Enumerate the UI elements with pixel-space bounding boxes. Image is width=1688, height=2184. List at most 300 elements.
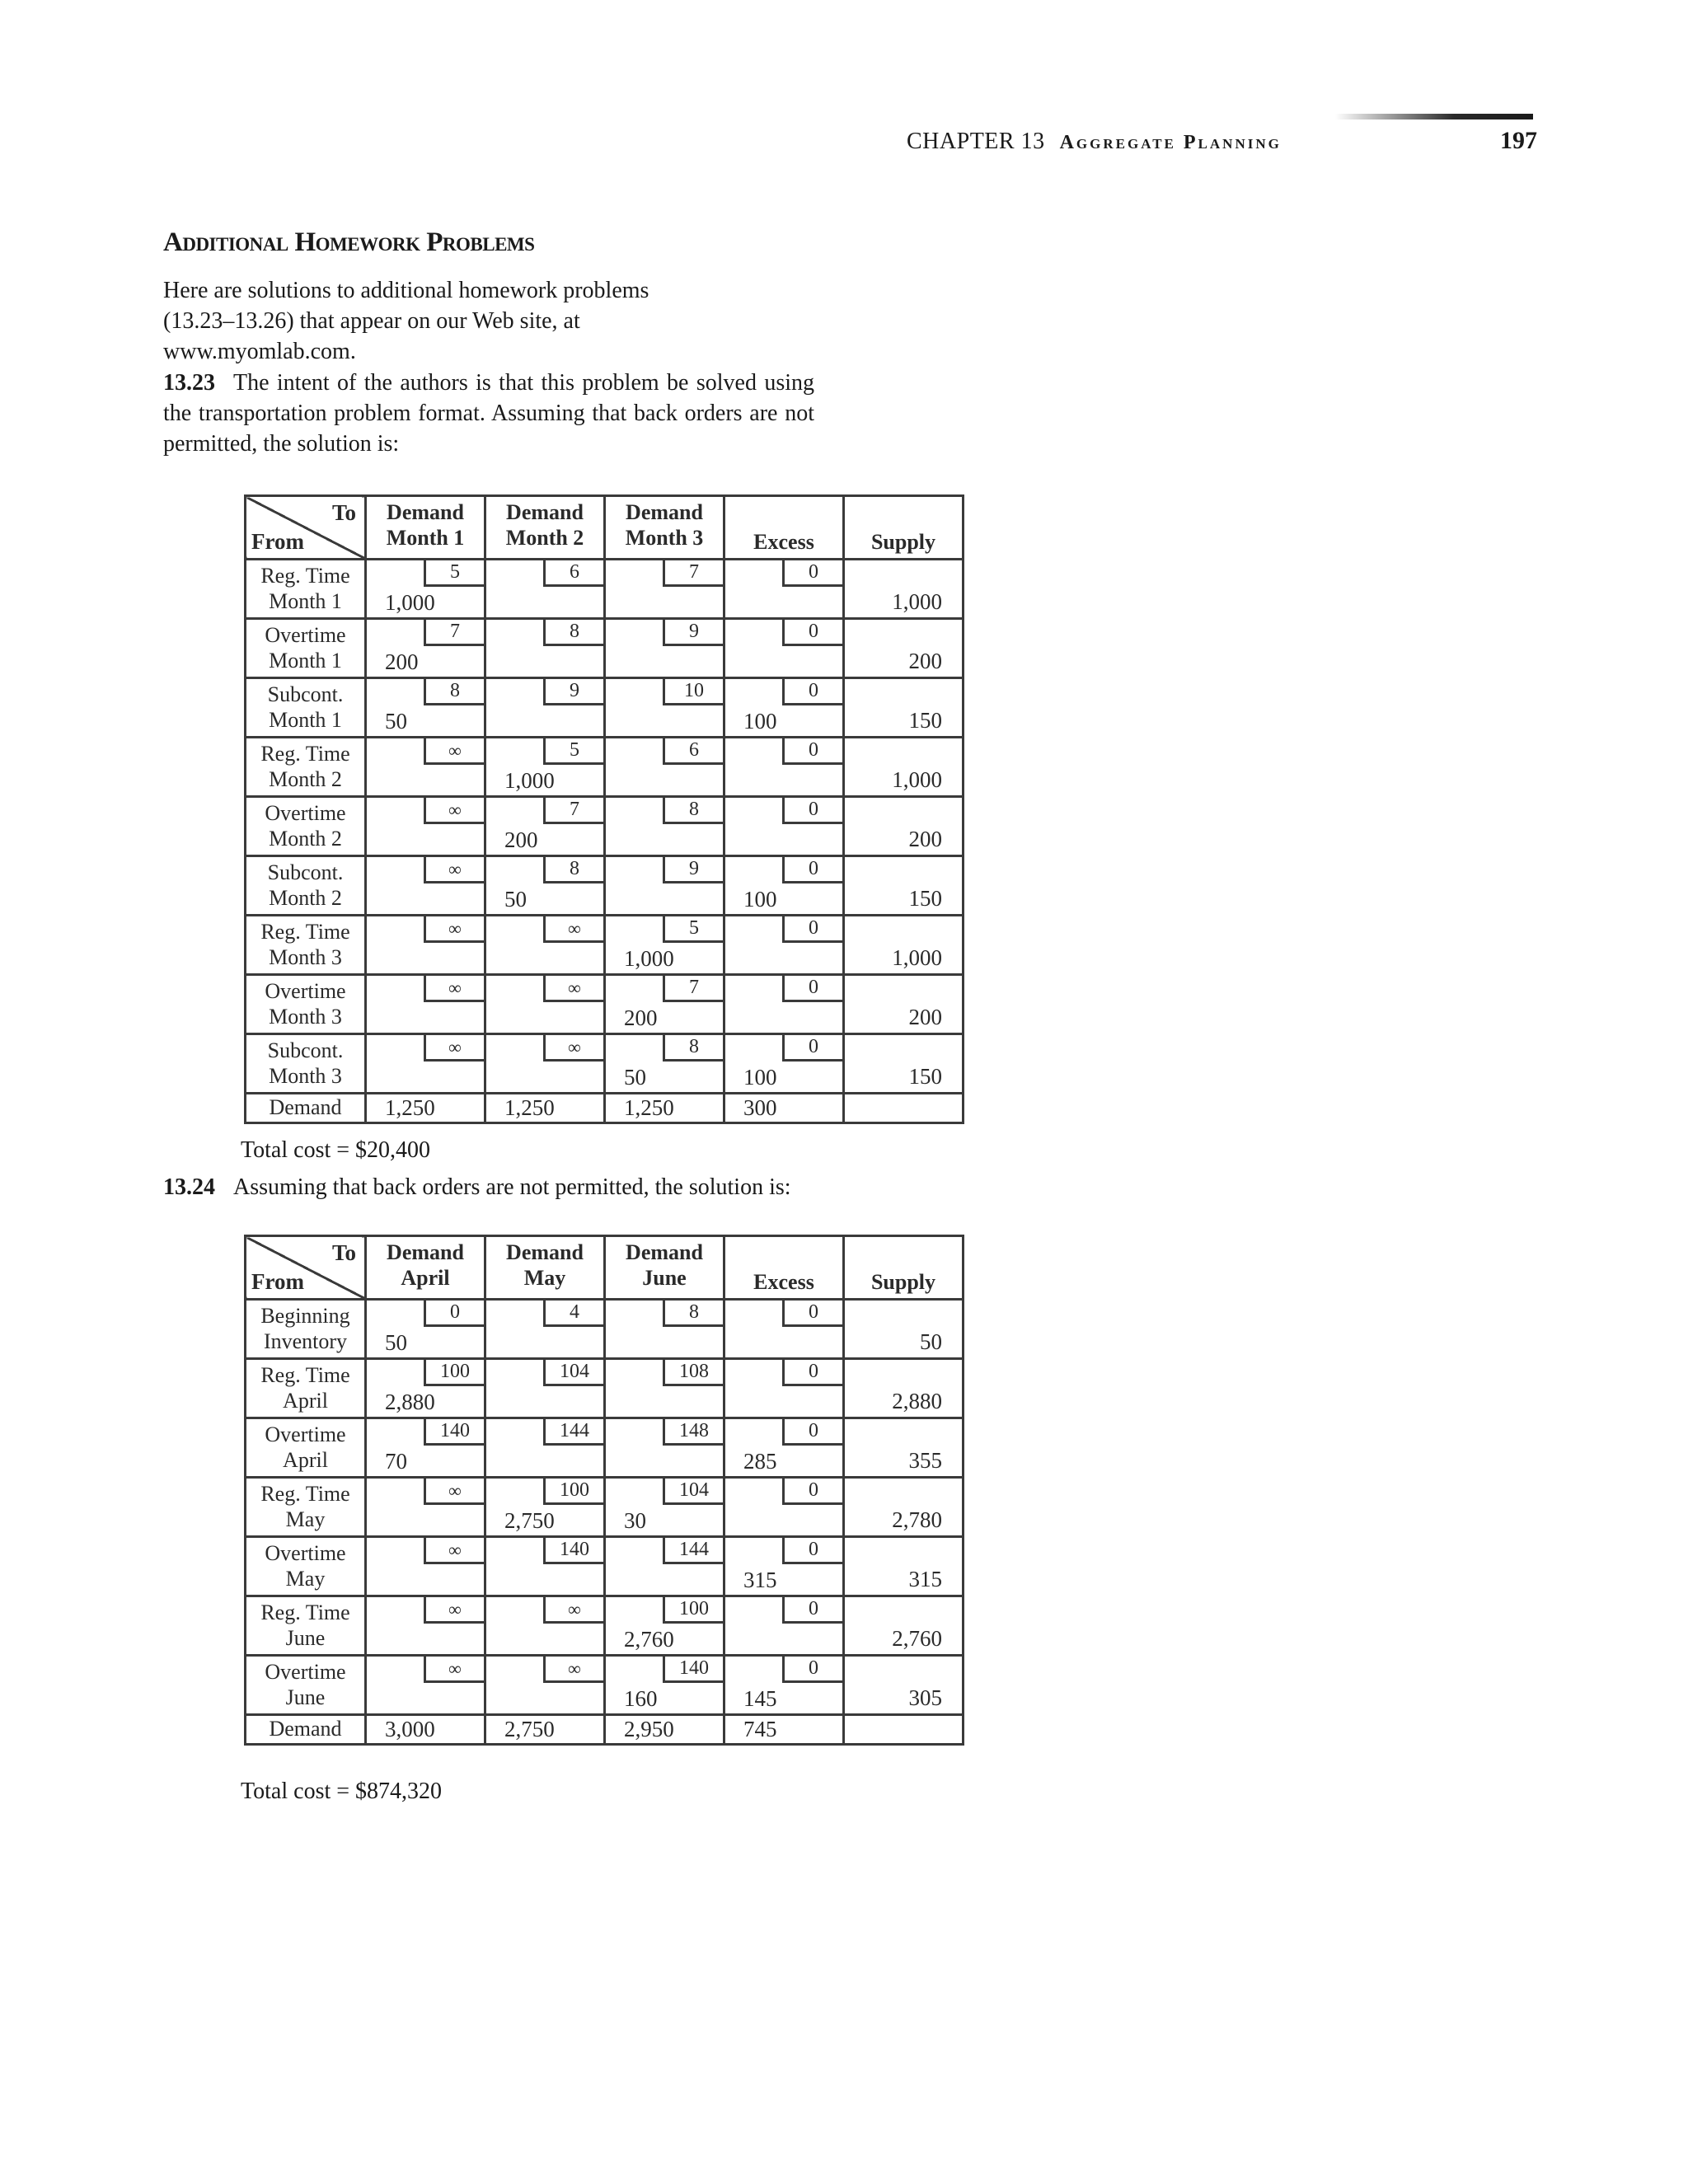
table-row	[246, 1478, 964, 1537]
running-head	[907, 129, 1282, 155]
allocation-value: 30	[624, 1508, 646, 1533]
chapter-title: Aggregate Planning	[1059, 132, 1282, 153]
column-header-line: Month 2	[505, 526, 584, 550]
unit-cost-box: 108	[663, 1360, 723, 1386]
demand-supply-empty-cell	[844, 1094, 964, 1123]
column-header-line: Month 1	[386, 526, 465, 550]
column-header	[366, 496, 485, 560]
unit-cost-box: ∞	[424, 1035, 484, 1062]
column-header-line: Demand	[506, 500, 584, 524]
unit-cost-box: 9	[663, 857, 723, 883]
column-header-line: May	[523, 1266, 566, 1290]
row-label-line: Reg. Time	[260, 920, 350, 944]
unit-cost-box: 8	[424, 679, 484, 705]
table-cell	[724, 1537, 844, 1596]
table-cell	[724, 1418, 844, 1478]
supply-value: 355	[908, 1448, 942, 1473]
table-cell	[724, 975, 844, 1034]
row-label-line: Reg. Time	[260, 564, 350, 588]
supply-cell	[844, 1418, 964, 1478]
unit-cost-box: 8	[663, 1035, 723, 1062]
corner-to-label: To	[331, 500, 356, 525]
unit-cost-box: 0	[782, 1657, 842, 1683]
row-label	[246, 678, 366, 738]
table-row	[246, 619, 964, 678]
corner-from-label: From	[251, 529, 304, 554]
demand-label: Demand	[246, 1094, 366, 1123]
demand-cell	[605, 1094, 724, 1123]
table-row	[246, 975, 964, 1034]
unit-cost-box: 10	[663, 679, 723, 705]
problem-text: The intent of the authors is that this problem be solved using the transportation problem format. Assuming that back orders are not permitted, the solution is:	[163, 370, 814, 457]
transportation-table-13-24	[244, 1235, 964, 1746]
column-header	[844, 496, 964, 560]
allocation-value: 50	[385, 1330, 407, 1355]
table-row	[246, 1359, 964, 1418]
unit-cost-box: 8	[663, 798, 723, 824]
row-label-line: Overtime	[265, 1660, 346, 1684]
unit-cost-box: 0	[782, 1597, 842, 1624]
unit-cost-box: ∞	[543, 1657, 603, 1683]
allocation-value: 2,880	[385, 1390, 435, 1414]
unit-cost-box: ∞	[543, 1035, 603, 1062]
row-label-line: Subcont.	[267, 860, 344, 884]
total-cost-13-23: Total cost = $20,400	[241, 1137, 431, 1163]
row-label	[246, 738, 366, 797]
row-label-line: Beginning	[260, 1304, 350, 1328]
unit-cost-box: 140	[543, 1538, 603, 1564]
table-cell	[485, 1656, 605, 1715]
corner-to-label: To	[331, 1240, 356, 1265]
column-header-line: Supply	[870, 530, 936, 554]
table-row	[246, 1596, 964, 1656]
demand-supply-empty-cell	[844, 1715, 964, 1745]
table-cell	[366, 1300, 485, 1359]
corner-cell	[246, 1236, 366, 1300]
table-cell	[724, 916, 844, 975]
section-title: Additional Homework Problems	[163, 227, 535, 257]
row-label-line: Month 2	[269, 827, 342, 851]
demand-value: 1,250	[504, 1095, 555, 1120]
allocation-value: 50	[385, 709, 407, 733]
header-row	[246, 496, 964, 560]
table-cell	[724, 856, 844, 916]
unit-cost-box: ∞	[424, 1479, 484, 1505]
table-cell	[485, 1034, 605, 1094]
demand-row	[246, 1715, 964, 1745]
row-label	[246, 1034, 366, 1094]
supply-value: 2,880	[892, 1389, 942, 1413]
table-cell	[724, 1656, 844, 1715]
row-label-line: Reg. Time	[260, 1601, 350, 1624]
problem-13-24-paragraph	[163, 1172, 905, 1202]
allocation-value: 100	[743, 887, 777, 912]
column-header-line: April	[401, 1266, 450, 1290]
row-label-line: Month 3	[269, 1064, 342, 1088]
unit-cost-box: 0	[782, 1538, 842, 1564]
demand-cell	[724, 1094, 844, 1123]
table-cell	[485, 738, 605, 797]
page-number: 197	[1500, 127, 1537, 154]
table-cell	[366, 797, 485, 856]
table-cell	[366, 856, 485, 916]
unit-cost-box: 5	[543, 738, 603, 765]
row-label-line: Month 3	[269, 945, 342, 969]
total-cost-13-24: Total cost = $874,320	[241, 1779, 443, 1804]
unit-cost-box: 0	[782, 620, 842, 646]
table-cell	[605, 1034, 724, 1094]
supply-value: 305	[908, 1685, 942, 1710]
table-cell	[366, 1359, 485, 1418]
unit-cost-box: 7	[663, 976, 723, 1002]
row-label-line: Month 2	[269, 767, 342, 791]
table-cell	[366, 738, 485, 797]
column-header-line: Excess	[753, 530, 814, 554]
table-row	[246, 678, 964, 738]
demand-cell	[366, 1094, 485, 1123]
column-header	[724, 496, 844, 560]
row-label-line: Month 3	[269, 1005, 342, 1029]
row-label	[246, 916, 366, 975]
table-cell	[724, 1034, 844, 1094]
allocation-value: 200	[504, 827, 538, 852]
demand-cell	[724, 1715, 844, 1745]
problem-number: 13.23	[163, 370, 215, 396]
unit-cost-box: 8	[663, 1301, 723, 1327]
column-header-line: Supply	[870, 1270, 936, 1294]
unit-cost-box: 104	[543, 1360, 603, 1386]
unit-cost-box: 0	[782, 1479, 842, 1505]
unit-cost-box: 144	[663, 1538, 723, 1564]
column-header	[366, 1236, 485, 1300]
demand-cell	[485, 1094, 605, 1123]
allocation-value: 160	[624, 1686, 658, 1711]
row-label-line: June	[285, 1685, 326, 1709]
table-cell	[605, 1300, 724, 1359]
row-label	[246, 1656, 366, 1715]
allocation-value: 1,000	[504, 768, 555, 793]
unit-cost-box: 0	[782, 1301, 842, 1327]
table-cell	[724, 560, 844, 619]
supply-value: 1,000	[892, 945, 942, 970]
unit-cost-box: ∞	[424, 738, 484, 765]
row-label	[246, 797, 366, 856]
allocation-value: 315	[743, 1568, 777, 1592]
supply-value: 1,000	[892, 767, 942, 792]
table-cell	[724, 678, 844, 738]
allocation-value: 70	[385, 1449, 407, 1474]
row-label-line: May	[285, 1567, 326, 1591]
unit-cost-box: 0	[782, 1360, 842, 1386]
unit-cost-box: 104	[663, 1479, 723, 1505]
supply-value: 2,760	[892, 1626, 942, 1651]
table-cell	[366, 916, 485, 975]
column-header	[485, 1236, 605, 1300]
unit-cost-box: 0	[782, 679, 842, 705]
allocation-value: 50	[504, 887, 527, 912]
table-cell	[605, 856, 724, 916]
table-cell	[605, 975, 724, 1034]
table-cell	[605, 1359, 724, 1418]
row-label-line: Month 1	[269, 708, 342, 732]
table-cell	[366, 1418, 485, 1478]
demand-cell	[366, 1715, 485, 1745]
supply-cell	[844, 975, 964, 1034]
allocation-value: 1,000	[624, 946, 674, 971]
row-label-line: Overtime	[265, 623, 346, 647]
unit-cost-box: ∞	[543, 976, 603, 1002]
table-cell	[485, 1596, 605, 1656]
table-cell	[485, 560, 605, 619]
supply-value: 200	[908, 1005, 942, 1029]
chapter-label: CHAPTER 13	[907, 129, 1045, 154]
column-header-line: Demand	[387, 1240, 464, 1264]
problem-number: 13.24	[163, 1174, 215, 1200]
table-cell	[724, 797, 844, 856]
table-cell	[724, 1478, 844, 1537]
unit-cost-box: ∞	[424, 976, 484, 1002]
column-header-line: Excess	[753, 1270, 814, 1294]
unit-cost-box: 0	[782, 798, 842, 824]
column-header	[485, 496, 605, 560]
table-cell	[605, 1478, 724, 1537]
unit-cost-box: 6	[663, 738, 723, 765]
header-rule	[1335, 114, 1533, 120]
table-cell	[366, 975, 485, 1034]
unit-cost-box: 0	[782, 857, 842, 883]
unit-cost-box: 140	[424, 1419, 484, 1446]
table-cell	[366, 619, 485, 678]
supply-cell	[844, 856, 964, 916]
row-label-line: May	[285, 1507, 326, 1531]
unit-cost-box: ∞	[543, 1597, 603, 1624]
table-row	[246, 1418, 964, 1478]
supply-cell	[844, 1478, 964, 1537]
table-cell	[366, 678, 485, 738]
row-label-line: Reg. Time	[260, 1363, 350, 1387]
row-label-line: Subcont.	[267, 682, 344, 706]
unit-cost-box: 0	[782, 560, 842, 587]
supply-value: 2,780	[892, 1507, 942, 1532]
demand-cell	[605, 1715, 724, 1745]
column-header	[605, 496, 724, 560]
supply-value: 200	[908, 827, 942, 851]
demand-value: 2,750	[504, 1717, 555, 1741]
unit-cost-box: 7	[663, 560, 723, 587]
demand-value: 300	[743, 1095, 777, 1120]
problem-13-23-paragraph	[163, 368, 814, 459]
column-header-line: Demand	[387, 500, 464, 524]
column-header	[844, 1236, 964, 1300]
supply-value: 315	[908, 1567, 942, 1591]
unit-cost-box: 100	[543, 1479, 603, 1505]
table-cell	[724, 1596, 844, 1656]
column-header-line: Demand	[626, 1240, 703, 1264]
table-cell	[605, 678, 724, 738]
supply-cell	[844, 1656, 964, 1715]
demand-row	[246, 1094, 964, 1123]
unit-cost-box: 8	[543, 857, 603, 883]
table-cell	[485, 975, 605, 1034]
row-label-line: June	[285, 1626, 326, 1650]
table-cell	[605, 1596, 724, 1656]
row-label	[246, 619, 366, 678]
table-cell	[485, 619, 605, 678]
allocation-value: 100	[743, 1065, 777, 1090]
table-row	[246, 856, 964, 916]
allocation-value: 50	[624, 1065, 646, 1090]
row-label-line: April	[283, 1448, 328, 1472]
unit-cost-box: 6	[543, 560, 603, 587]
supply-value: 150	[908, 708, 942, 733]
table-cell	[605, 797, 724, 856]
supply-cell	[844, 1596, 964, 1656]
table-row	[246, 916, 964, 975]
table-row	[246, 1537, 964, 1596]
column-header-line: June	[642, 1266, 687, 1290]
row-label-line: Reg. Time	[260, 1482, 350, 1506]
supply-value: 150	[908, 886, 942, 911]
supply-cell	[844, 560, 964, 619]
allocation-value: 2,760	[624, 1627, 674, 1652]
table-cell	[366, 1656, 485, 1715]
table-cell	[605, 619, 724, 678]
row-label-line: Reg. Time	[260, 742, 350, 766]
unit-cost-box: 144	[543, 1419, 603, 1446]
row-label-line: Subcont.	[267, 1038, 344, 1062]
allocation-value: 200	[624, 1005, 658, 1030]
transportation-table-13-23	[244, 494, 964, 1124]
unit-cost-box: ∞	[424, 857, 484, 883]
table-cell	[605, 738, 724, 797]
table-cell	[485, 1300, 605, 1359]
table-cell	[724, 619, 844, 678]
row-label-line: Overtime	[265, 1541, 346, 1565]
allocation-value: 1,000	[385, 590, 435, 615]
unit-cost-box: 0	[782, 1419, 842, 1446]
table-cell	[366, 1537, 485, 1596]
unit-cost-box: ∞	[543, 916, 603, 943]
corner-cell	[246, 496, 366, 560]
demand-cell	[485, 1715, 605, 1745]
table-cell	[605, 560, 724, 619]
unit-cost-box: 0	[782, 738, 842, 765]
allocation-value: 285	[743, 1449, 777, 1474]
intro-paragraph: Here are solutions to additional homework problems (13.23–13.26) that appear on our Web site, at www.myomlab.com.	[163, 278, 649, 364]
column-header-line: Month 3	[625, 526, 704, 550]
unit-cost-box: 7	[424, 620, 484, 646]
table-cell	[605, 916, 724, 975]
table-cell	[724, 1359, 844, 1418]
supply-value: 1,000	[892, 589, 942, 614]
row-label-line: Inventory	[263, 1329, 348, 1353]
supply-cell	[844, 738, 964, 797]
unit-cost-box: 4	[543, 1301, 603, 1327]
supply-cell	[844, 1034, 964, 1094]
table-row	[246, 560, 964, 619]
unit-cost-box: 8	[543, 620, 603, 646]
table-cell	[485, 678, 605, 738]
table-cell	[366, 1034, 485, 1094]
unit-cost-box: 5	[663, 916, 723, 943]
table-row	[246, 1656, 964, 1715]
demand-value: 1,250	[385, 1095, 435, 1120]
row-label-line: April	[283, 1389, 328, 1413]
demand-value: 1,250	[624, 1095, 674, 1120]
table-cell	[366, 1596, 485, 1656]
allocation-value: 100	[743, 709, 777, 733]
row-label-line: Overtime	[265, 1422, 346, 1446]
table-cell	[485, 856, 605, 916]
unit-cost-box: 100	[663, 1597, 723, 1624]
supply-cell	[844, 1537, 964, 1596]
allocation-value: 200	[385, 649, 419, 674]
table-cell	[605, 1656, 724, 1715]
table-cell	[485, 1537, 605, 1596]
supply-cell	[844, 1359, 964, 1418]
unit-cost-box: 5	[424, 560, 484, 587]
supply-value: 200	[908, 649, 942, 673]
row-label	[246, 1359, 366, 1418]
demand-value: 3,000	[385, 1717, 435, 1741]
supply-cell	[844, 678, 964, 738]
row-label	[246, 1596, 366, 1656]
table-row	[246, 797, 964, 856]
table-cell	[485, 916, 605, 975]
supply-cell	[844, 1300, 964, 1359]
unit-cost-box: ∞	[424, 1538, 484, 1564]
unit-cost-box: 9	[663, 620, 723, 646]
header-row	[246, 1236, 964, 1300]
table-cell	[724, 738, 844, 797]
unit-cost-box: 0	[424, 1301, 484, 1327]
unit-cost-box: 7	[543, 798, 603, 824]
row-label	[246, 560, 366, 619]
column-header	[605, 1236, 724, 1300]
table-row	[246, 738, 964, 797]
row-label	[246, 856, 366, 916]
table-row	[246, 1034, 964, 1094]
demand-value: 2,950	[624, 1717, 674, 1741]
supply-cell	[844, 916, 964, 975]
unit-cost-box: ∞	[424, 798, 484, 824]
table-cell	[366, 560, 485, 619]
allocation-value: 2,750	[504, 1508, 555, 1533]
unit-cost-box: 0	[782, 1035, 842, 1062]
row-label-line: Month 1	[269, 589, 342, 613]
table-row	[246, 1300, 964, 1359]
unit-cost-box: 0	[782, 916, 842, 943]
supply-value: 150	[908, 1064, 942, 1089]
table-cell	[605, 1418, 724, 1478]
table-cell	[366, 1478, 485, 1537]
demand-label: Demand	[246, 1715, 366, 1745]
unit-cost-box: ∞	[424, 916, 484, 943]
row-label	[246, 1537, 366, 1596]
table-cell	[485, 1359, 605, 1418]
unit-cost-box: 100	[424, 1360, 484, 1386]
table-cell	[485, 1478, 605, 1537]
corner-from-label: From	[251, 1269, 304, 1294]
supply-value: 50	[920, 1329, 942, 1354]
row-label	[246, 1418, 366, 1478]
demand-value: 745	[743, 1717, 777, 1741]
row-label	[246, 975, 366, 1034]
table-cell	[605, 1537, 724, 1596]
supply-cell	[844, 619, 964, 678]
unit-cost-box: ∞	[424, 1657, 484, 1683]
column-header-line: Demand	[626, 500, 703, 524]
